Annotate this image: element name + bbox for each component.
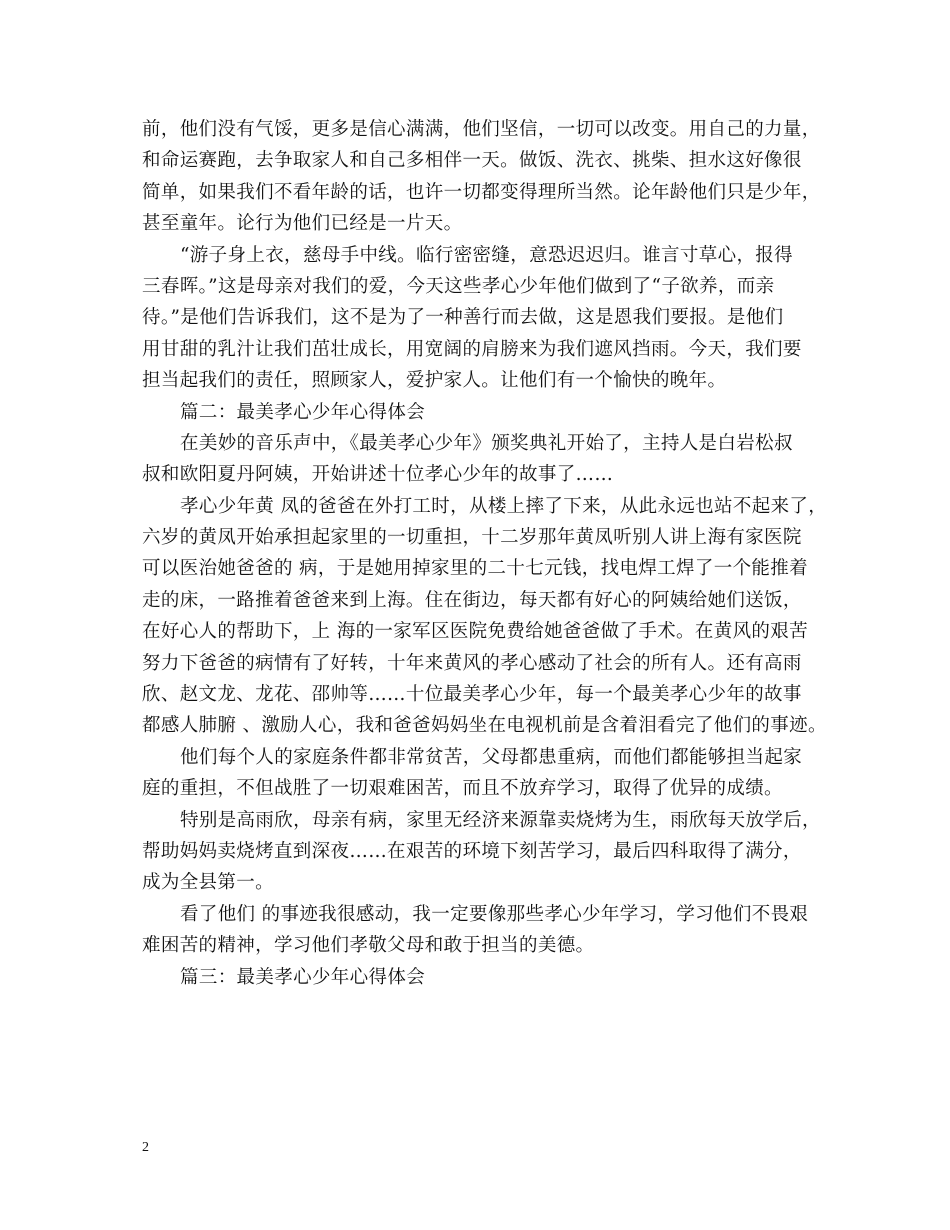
text-line: 努力下爸爸的病情有了好转，十年来黄风的孝心感动了社会的所有人。还有高雨 [142, 652, 802, 674]
text-line: 和命运赛跑，去争取家人和自己多相伴一天。做饭、洗衣、挑柴、担水这好像很 [142, 150, 802, 172]
text-line: 六岁的黄凤开始承担起家里的一切重担，十二岁那年黄凤听别人讲上海有家医院 [142, 527, 802, 549]
text-line: 难困苦的精神，学习他们孝敬父母和敢于担当的美德。 [142, 935, 595, 957]
paragraph-start: 看了他们 的事迹我很感动，我一定要像那些孝心少年学习，学习他们不畏艰 [180, 903, 809, 925]
poem-paragraph-start: “游子身上衣，慈母手中线。临行密密缝，意恐迟迟归。谁言寸草心，报得 [180, 244, 794, 266]
text-line: 担当起我们的责任，照顾家人，爱护家人。让他们有一个愉快的晚年。 [142, 370, 727, 392]
section-heading-three: 篇三：最美孝心少年心得体会 [180, 966, 426, 988]
text-line: 甚至童年。论行为他们已经是一片天。 [142, 213, 463, 235]
text-line: 走的床，一路推着爸爸来到上海。住在街边，每天都有好心的阿姨给她们送饭， [142, 589, 802, 611]
paragraph-start: 孝心少年黄 凤的爸爸在外打工时，从楼上摔了下来，从此永远也站不起来了， [180, 495, 828, 517]
text-line: 简单，如果我们不看年龄的话，也许一切都变得理所当然。论年龄他们只是少年， [142, 181, 821, 203]
paragraph-start: 在美妙的音乐声中，《最美孝心少年》颁奖典礼开始了，主持人是白岩松叔 [180, 432, 793, 454]
section-heading-two: 篇二：最美孝心少年心得体会 [180, 401, 426, 423]
text-line: 都感人肺腑 、激励人心，我和爸爸妈妈坐在电视机前是含着泪看完了他们的事迹。 [142, 715, 827, 737]
paragraph-start: 他们每个人的家庭条件都非常贫苦，父母都患重病，而他们都能够担当起家 [180, 746, 803, 768]
text-line: 三春晖。”这是母亲对我们的爱，今天这些孝心少年他们做到了“子欲养，而亲 [142, 275, 775, 297]
text-line: 可以医治她爸爸的 病，于是她用掉家里的二十七元钱，找电焊工焊了一个能推着 [142, 558, 808, 580]
text-line: 帮助妈妈卖烧烤直到深夜……在艰苦的环境下刻苦学习，最后四科取得了满分， [142, 840, 802, 862]
text-line: 前，他们没有气馁，更多是信心满满，他们坚信，一切可以改变。用自己的力量， [142, 119, 821, 140]
page-number: 2 [142, 1140, 149, 1155]
text-line: 用甘甜的乳汁让我们茁壮成长，用宽阔的肩膀来为我们遮风挡雨。今天，我们要 [142, 338, 802, 360]
text-line: 待。”是他们告诉我们，这不是为了一种善行而去做，这是恩我们要报。是他们 [142, 307, 784, 329]
text-line: 欣、赵文龙、龙花、邵帅等……十位最美孝心少年，每一个最美孝心少年的故事 [142, 684, 802, 706]
text-line: 在好心人的帮助下，上 海的一家军区医院免费给她爸爸做了手术。在黄风的艰苦 [142, 621, 808, 643]
paragraph-start: 特别是高雨欣，母亲有病，家里无经济来源靠卖烧烤为生，雨欣每天放学后， [180, 809, 821, 831]
document-body [142, 114, 828, 993]
text-line: 庭的重担，不但战胜了一切艰难困苦，而且不放弃学习，取得了优异的成绩。 [142, 778, 783, 800]
text-line: 叔和欧阳夏丹阿姨，开始讲述十位孝心少年的故事了…… [142, 464, 614, 486]
text-line: 成为全县第一。 [142, 872, 274, 894]
